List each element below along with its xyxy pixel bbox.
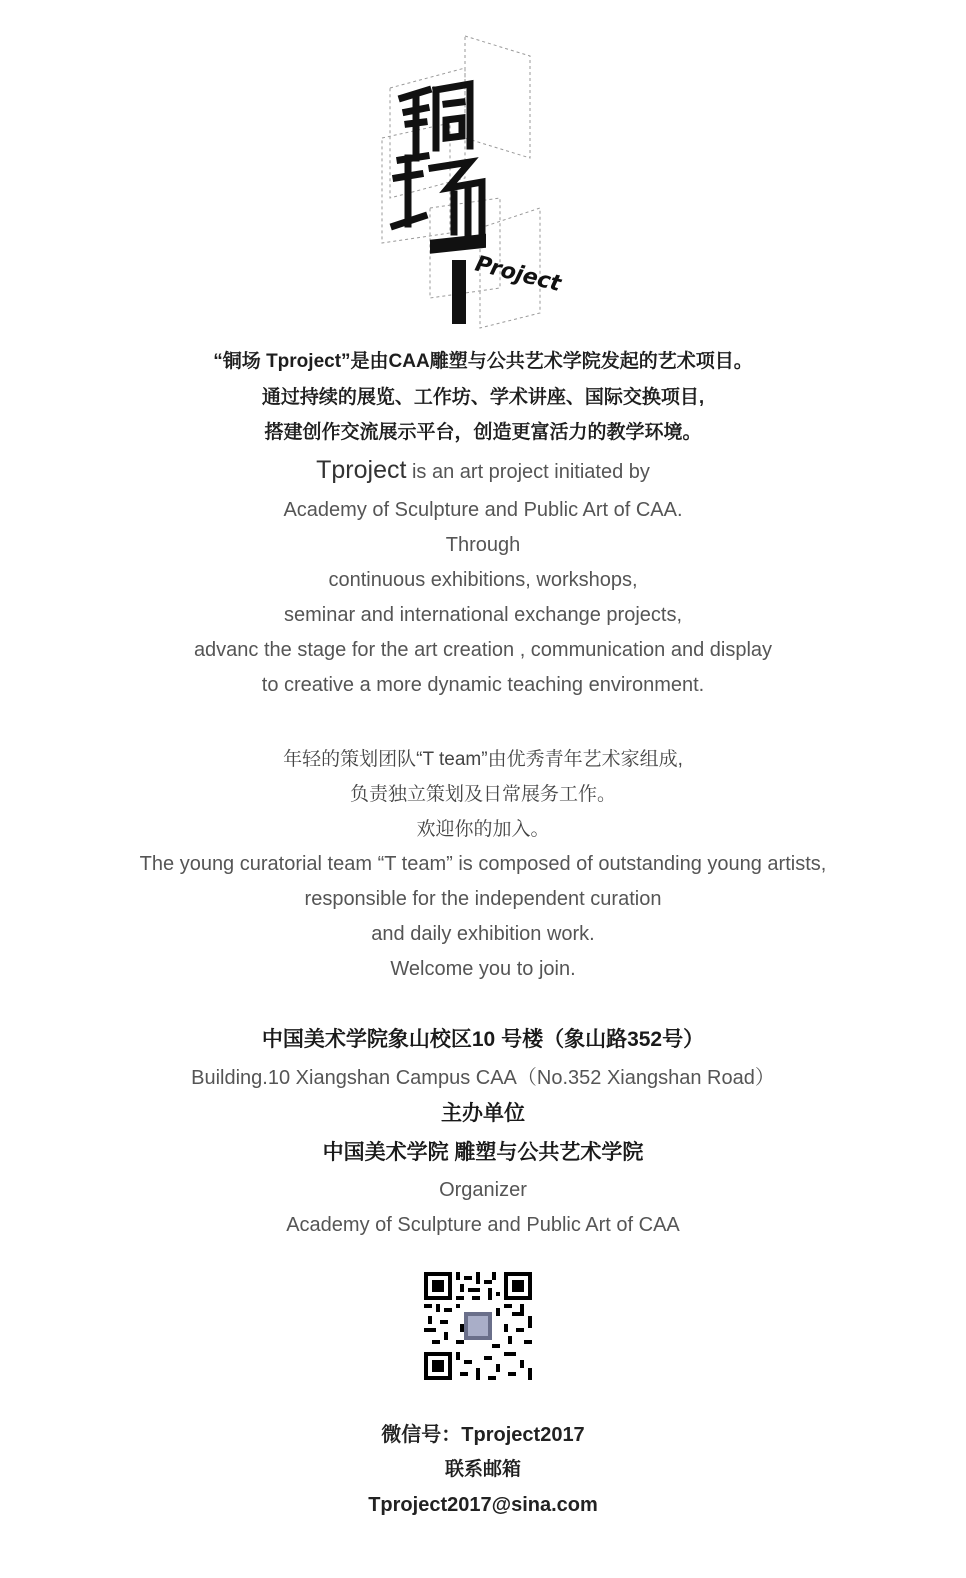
team-en-line-2: responsible for the independent curation	[304, 888, 662, 910]
team-cn-line-3: 欢迎你的加入。	[416, 819, 550, 840]
intro-en-line-2: Through	[445, 534, 521, 556]
organizer-name-cn: 中国美术学院 雕塑与公共艺术学院	[322, 1141, 644, 1164]
address-cn: 中国美术学院象山校区10 号楼（象山路352号）	[261, 1028, 705, 1051]
wechat-qr-code	[424, 1272, 532, 1380]
email-address[interactable]: Tproject2017@sina.com	[368, 1494, 598, 1516]
intro-en-line-5: advanc the stage for the art creation , communication and display	[193, 639, 773, 661]
intro-en-line-3: continuous exhibitions, workshops,	[328, 569, 638, 591]
intro-cn-line-1: “铜场 Tproject”是由CAA雕塑与公共艺术学院发起的艺术项目。	[213, 351, 753, 372]
tproject-logo	[370, 28, 564, 333]
team-cn-line-1: 年轻的策划团队“T team”由优秀青年艺术家组成,	[283, 749, 683, 770]
qr-code-graphic	[424, 1272, 532, 1380]
team-cn-line-2: 负责独立策划及日常展务工作。	[349, 784, 616, 805]
address-en: Building.10 Xiangshan Campus CAA（No.352 Xiangshan Road）	[191, 1067, 775, 1089]
email-label: 联系邮箱	[444, 1459, 521, 1480]
team-en-line-3: and daily exhibition work.	[371, 923, 595, 945]
intro-cn-line-2: 通过持续的展览、工作坊、学术讲座、国际交换项目,	[261, 387, 705, 408]
team-en-line-1: The young curatorial team “T team” is composed of outstanding young artists,	[139, 853, 827, 875]
intro-en-lead-rest: is an art project initiated by	[406, 461, 650, 483]
intro-en-line-6: to creative a more dynamic teaching environment.	[261, 674, 705, 696]
organizer-label-en: Organizer	[439, 1179, 527, 1201]
tproject-logo-graphic	[370, 28, 564, 333]
organizer-label-cn: 主办单位	[441, 1102, 525, 1125]
intro-cn-line-3: 搭建创作交流展示平台，创造更富活力的教学环境。	[264, 422, 702, 443]
logo-project-word: Project	[472, 251, 564, 297]
intro-en-lead: Tproject	[316, 456, 407, 484]
intro-en-line-4: seminar and international exchange projects,	[283, 604, 683, 626]
organizer-name-en: Academy of Sculpture and Public Art of CAA	[286, 1214, 680, 1236]
intro-en-lead-line	[0, 458, 966, 483]
team-en-line-4: Welcome you to join.	[390, 958, 576, 980]
intro-en-line-1: Academy of Sculpture and Public Art of CAA.	[283, 499, 683, 521]
wechat-id: 微信号：Tproject2017	[381, 1424, 585, 1446]
